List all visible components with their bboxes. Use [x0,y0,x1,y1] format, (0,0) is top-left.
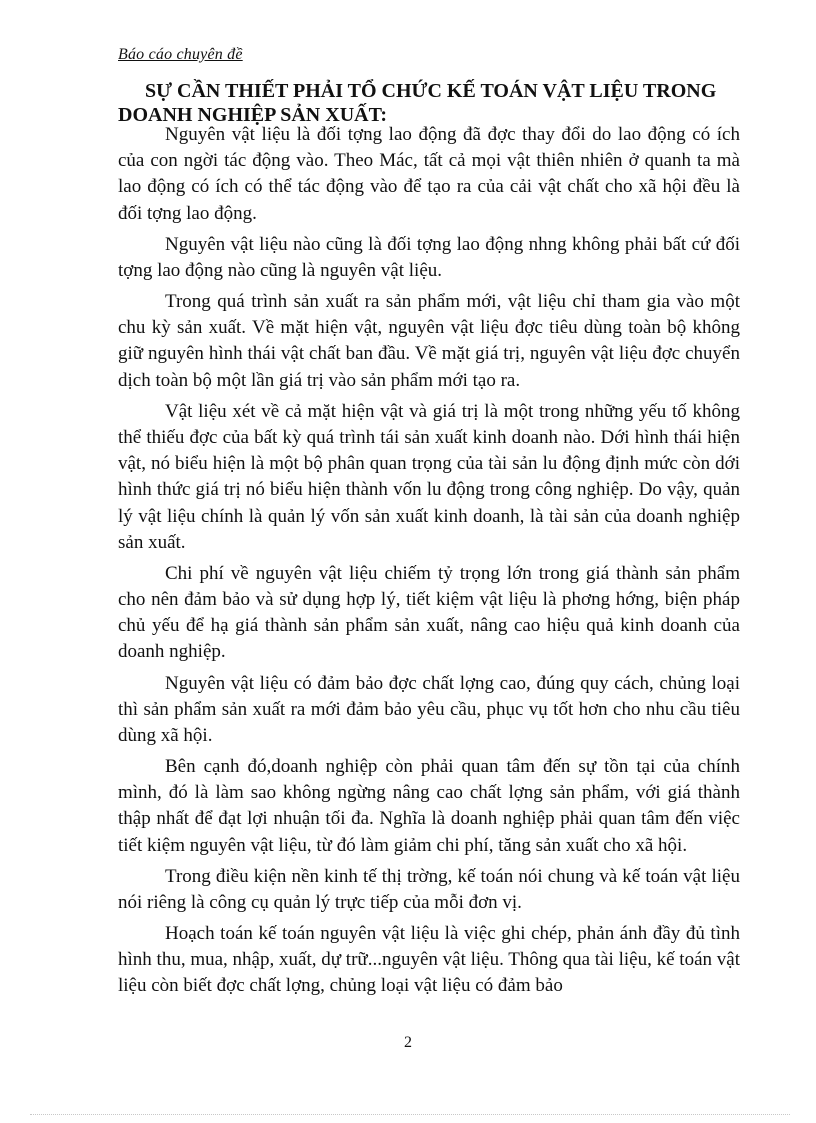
page-bottom-divider [30,1114,790,1115]
paragraph: Hoạch toán kế toán nguyên vật liệu là việc ghi chép, phản ánh đầy đủ tình hình thu, mua, nhập, xuất, dự trữ...nguyên vật liệu. Thông qua tài liệu, kế toán vật liệu còn biết đợc chất lợng, chủng loại vật liệu có đảm bảo [118,923,740,997]
paragraph: Bên cạnh đó,doanh nghiệp còn phải quan tâm đến sự tồn tại của chính mình, đó là làm sao không ngừng nâng cao chất lợng sản phẩm, với giá thành thập nhất để đạt lợi nhuận tối đa. Nghĩa là doanh nghiệp phải quan tâm đến việc tiết kiệm nguyên vật liệu, từ đó làm giảm chi phí, tăng sản xuất cho xã hội. [118,756,740,856]
paragraph: Nguyên vật liệu có đảm bảo đợc chất lợng cao, đúng quy cách, chủng loại thì sản phẩm sản xuất ra mới đảm bảo yêu cầu, phục vụ tốt hơn cho nhu cầu tiêu dùng xã hội. [118,672,740,746]
paragraph: Vật liệu xét về cả mặt hiện vật và giá trị là một trong những yếu tố không thể thiếu đợc của bất kỳ quá trình tái sản xuất kinh doanh nào. Dới hình thái hiện vật, nó biểu hiện là một bộ phân quan trọng của tài sản lu động định mức còn dới hình thức giá trị nó biểu hiện thành vốn lu động trong công nghiệp. Do vậy, quản lý vật liệu chính là quản lý vốn sản xuất kinh doanh, là tài sản của doanh nghiệp sản xuất. [118,400,740,553]
paragraph: Nguyên vật liệu là đối tợng lao động đã đợc thay đổi do lao động có ích của con ngời tác động vào. Theo Mác, tất cả mọi vật thiên nhiên ở quanh ta mà lao động có ích có thể tác động vào để tạo ra của cải vật chất cho xã hội đều là đối tợng lao động. [118,124,740,224]
page-number: 2 [404,1034,412,1051]
paragraph: Trong điều kiện nền kinh tế thị trờng, kế toán nói chung và kế toán vật liệu nói riêng là công cụ quản lý trực tiếp của mỗi đơn vị. [118,865,740,913]
paragraph: Trong quá trình sản xuất ra sản phẩm mới, vật liệu chỉ tham gia vào một chu kỳ sản xuất. Về mặt hiện vật, nguyên vật liệu đợc tiêu dùng toàn bộ không giữ nguyên hình thái vật chất ban đầu. Về mặt giá trị, nguyên vật liệu đợc chuyển dịch toàn bộ một lần giá trị vào sản phẩm mới tạo ra. [118,291,740,391]
body-text [118,122,740,1005]
paragraph: Chi phí về nguyên vật liệu chiếm tỷ trọng lớn trong giá thành sản phẩm cho nên đảm bảo và sử dụng hợp lý, tiết kiệm vật liệu là phơng hớng, biện pháp chủ yếu để hạ giá thành sản phẩm sản xuất, nâng cao hiệu quả kinh doanh của doanh nghiệp. [118,562,740,663]
report-header-note: Báo cáo chuyên đề [118,46,243,63]
section-title: SỰ CẦN THIẾT PHẢI TỔ CHỨC KẾ TOÁN VẬT LIỆU TRONG DOANH NGHIỆP SẢN XUẤT: [118,80,717,126]
paragraph: Nguyên vật liệu nào cũng là đối tợng lao động nhng không phải bất cứ đối tợng lao động nào cũng là nguyên vật liệu. [118,233,740,281]
